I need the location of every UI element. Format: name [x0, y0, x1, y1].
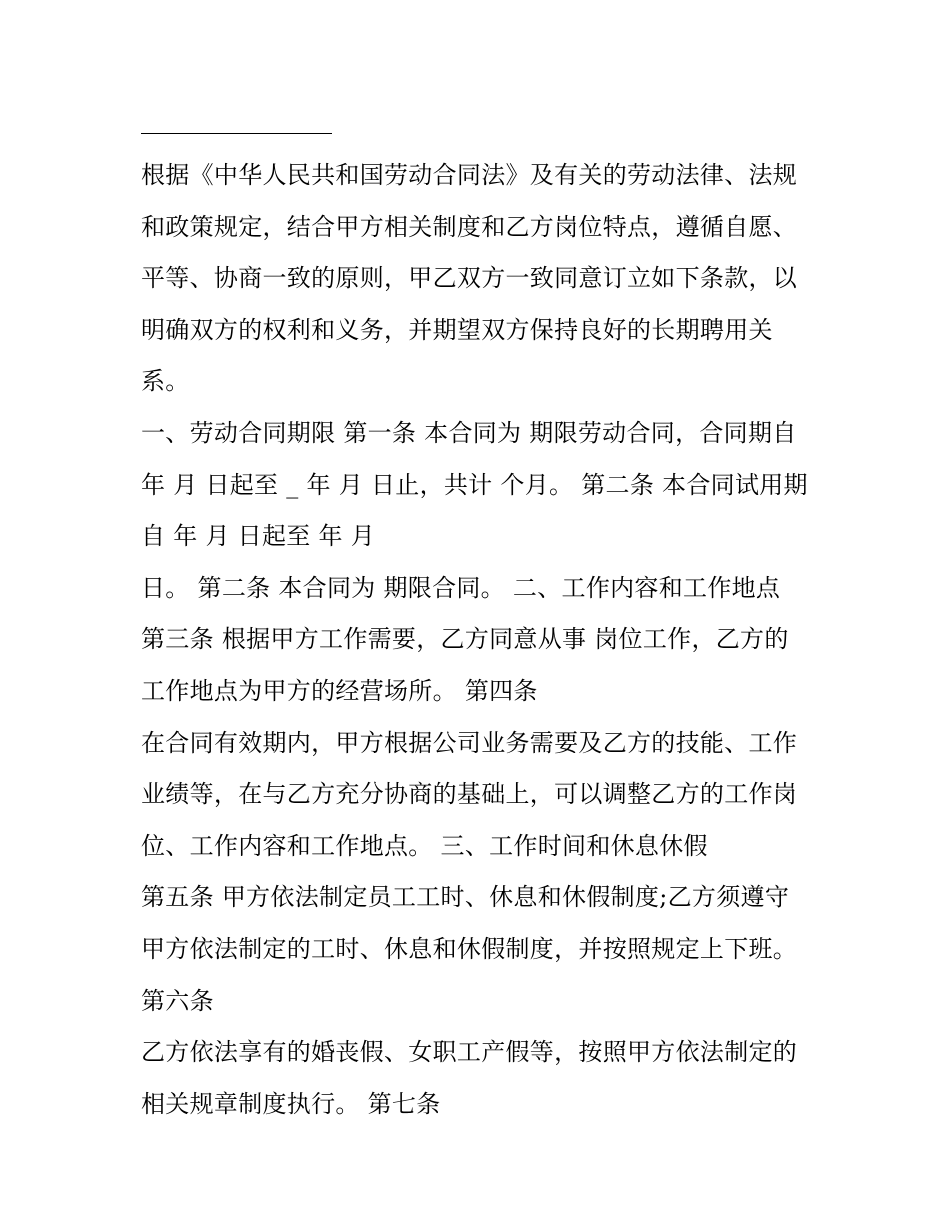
text-line: 和政策规定，结合甲方相关制度和乙方岗位特点，遵循自愿、 [141, 212, 798, 241]
text-line: 自 年 月 日起至 年 月 [141, 522, 376, 551]
text-line: 年 月 日起至 _ 年 月 日止，共计 个月。 第二条 本合同试用期 [141, 470, 808, 499]
text-line: 工作地点为甲方的经营场所。 第四条 [141, 676, 538, 705]
text-line: 系。 [141, 367, 190, 396]
text-line: 根据《中华人民共和国劳动合同法》及有关的劳动法律、法规 [141, 161, 798, 189]
text-line: 在合同有效期内，甲方根据公司业务需要及乙方的技能、工作 [141, 728, 798, 757]
text-line: 第六条 [141, 986, 214, 1015]
text-line: 乙方依法享有的婚丧假、女职工产假等，按照甲方依法制定的 [141, 1038, 798, 1067]
text-line: 第五条 甲方依法制定员工工时、休息和休假制度;乙方须遵守 [141, 883, 790, 912]
text-line: 日。 第二条 本合同为 期限合同。 二、工作内容和工作地点 [141, 573, 781, 602]
text-line: 甲方依法制定的工时、休息和休假制度，并按照规定上下班。 [141, 934, 798, 963]
text-line: 平等、协商一致的原则，甲乙双方一致同意订立如下条款，以 [141, 264, 798, 293]
text-line: 相关规章制度执行。 第七条 [141, 1089, 441, 1118]
text-line: 明确双方的权利和义务，并期望双方保持良好的长期聘用关 [141, 315, 773, 344]
text-line: 第三条 根据甲方工作需要，乙方同意从事 岗位工作，乙方的 [141, 625, 789, 654]
contract-body-text [141, 150, 831, 1130]
text-line: 一、劳动合同期限 第一条 本合同为 期限劳动合同，合同期自 [141, 418, 797, 447]
text-line: 业绩等，在与乙方充分协商的基础上，可以调整乙方的工作岗 [141, 780, 798, 809]
text-line: 位、工作内容和工作地点。 三、工作时间和休息休假 [141, 831, 708, 860]
top-rule-line [141, 133, 332, 134]
